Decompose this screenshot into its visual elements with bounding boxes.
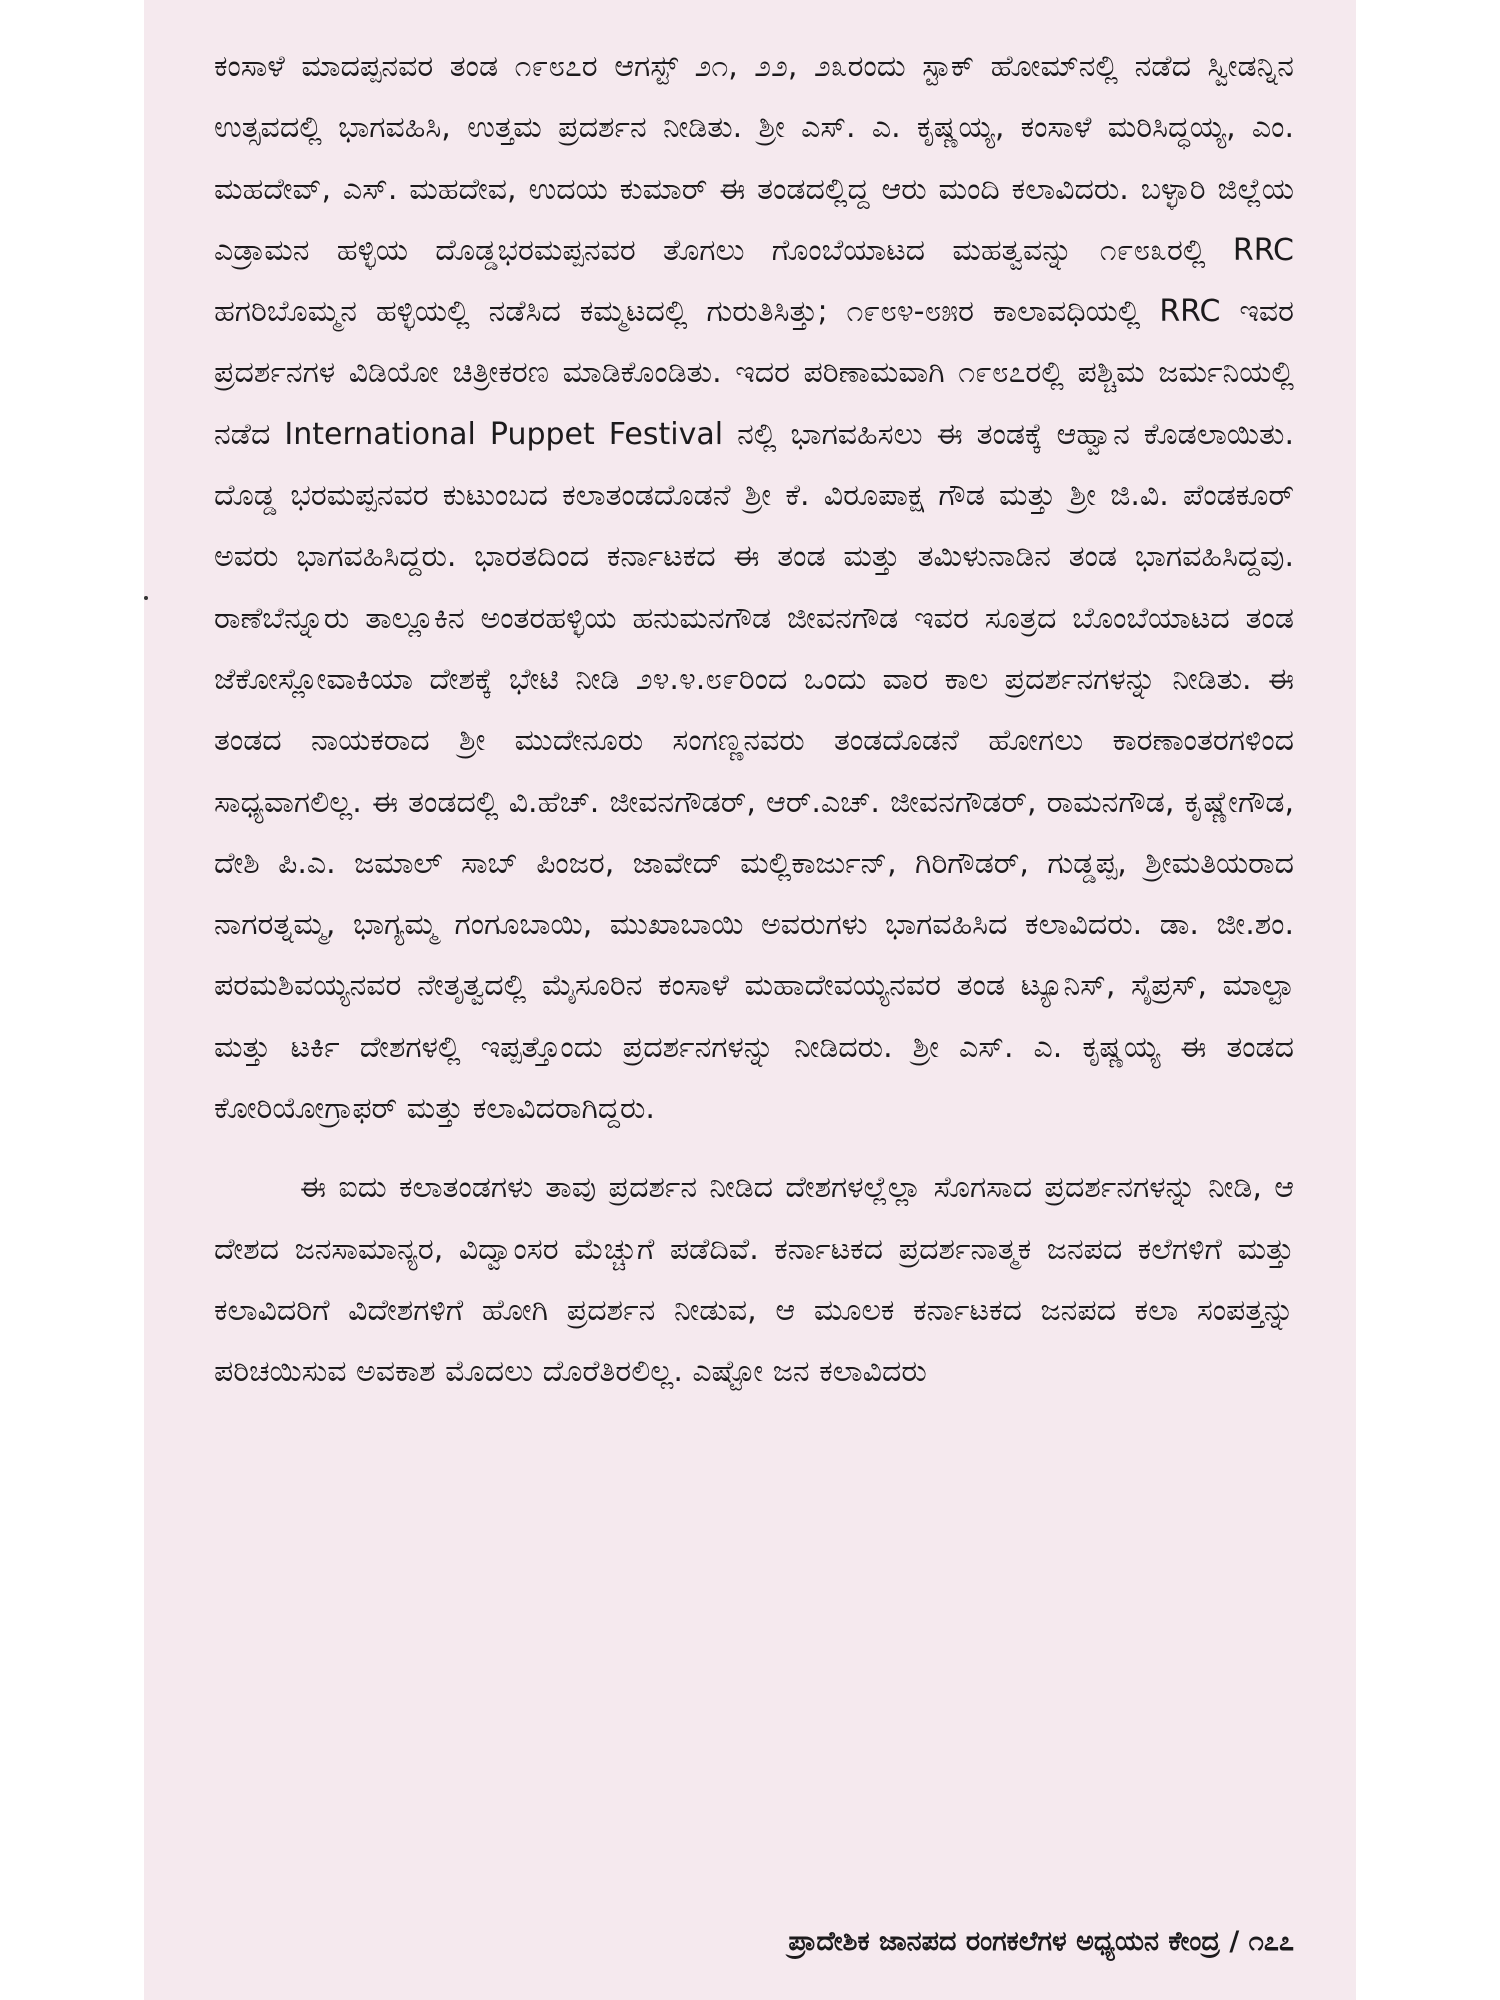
page-footer: ಪ್ರಾದೇಶಿಕ ಜಾನಪದ ರಂಗಕಲೆಗಳ ಅಧ್ಯಯನ ಕೇಂದ್ರ / ೧೭೭: [788, 1926, 1294, 1957]
print-speck: [144, 596, 148, 600]
paragraph-1: ಕಂಸಾಳೆ ಮಾದಪ್ಪನವರ ತಂಡ ೧೯೮೭ರ ಆಗಸ್ಟ್ ೨೧, ೨೨, ೨೩ರಂದು ಸ್ಟಾಕ್ ಹೋಮ್‌ನಲ್ಲಿ ನಡೆದ ಸ್ವೀಡನ್ನಿನ ಉತ್ಸವದಲ್ಲಿ ಭಾಗವಹಿಸಿ, ಉತ್ತಮ ಪ್ರದರ್ಶನ ನೀಡಿತು. ಶ್ರೀ ಎಸ್. ಎ. ಕೃಷ್ಣಯ್ಯ, ಕಂಸಾಳೆ ಮರಿಸಿದ್ಧಯ್ಯ, ಎಂ. ಮಹದೇವ್, ಎಸ್. ಮಹದೇವ, ಉದಯ ಕುಮಾರ್ ಈ ತಂಡದಲ್ಲಿದ್ದ ಆರು ಮಂದಿ ಕಲಾವಿದರು. ಬಳ್ಳಾರಿ ಜಿಲ್ಲೆಯ ಎಡ್ರಾಮನ ಹಳ್ಳಿಯ ದೊಡ್ಡಭರಮಪ್ಪನವರ ತೊಗಲು ಗೊಂಬೆಯಾಟದ ಮಹತ್ವವನ್ನು ೧೯೮೩ರಲ್ಲಿ RRC ಹಗರಿಬೊಮ್ಮನ ಹಳ್ಳಿಯಲ್ಲಿ ನಡೆಸಿದ ಕಮ್ಮಟದಲ್ಲಿ ಗುರುತಿಸಿತ್ತು; ೧೯೮೪-೮೫ರ ಕಾಲಾವಧಿಯಲ್ಲಿ RRC ಇವರ ಪ್ರದರ್ಶನಗಳ ವಿಡಿಯೋ ಚಿತ್ರೀಕರಣ ಮಾಡಿಕೊಂಡಿತು. ಇದರ ಪರಿಣಾಮವಾಗಿ ೧೯೮೭ರಲ್ಲಿ ಪಶ್ಚಿಮ ಜರ್ಮನಿಯಲ್ಲಿ ನಡೆದ International Puppet Festival ನಲ್ಲಿ ಭಾಗವಹಿಸಲು ಈ ತಂಡಕ್ಕೆ ಆಹ್ವಾನ ಕೊಡಲಾಯಿತು. ದೊಡ್ಡ ಭರಮಪ್ಪನವರ ಕುಟುಂಬದ ಕಲಾತಂಡದೊಡನೆ ಶ್ರೀ ಕೆ. ವಿರೂಪಾಕ್ಷ ಗೌಡ ಮತ್ತು ಶ್ರೀ ಜಿ.ವಿ. ಪೆಂಡಕೂರ್ ಅವರು ಭಾಗವಹಿಸಿದ್ದರು. ಭಾರತದಿಂದ ಕರ್ನಾಟಕದ ಈ ತಂಡ ಮತ್ತು ತಮಿಳುನಾಡಿನ ತಂಡ ಭಾಗವಹಿಸಿದ್ದವು. ರಾಣೆಬೆನ್ನೂರು ತಾಲ್ಲೂಕಿನ ಅಂತರಹಳ್ಳಿಯ ಹನುಮನಗೌಡ ಜೀವನಗೌಡ ಇವರ ಸೂತ್ರದ ಬೊಂಬೆಯಾಟದ ತಂಡ ಜೆಕೋಸ್ಲೋವಾಕಿಯಾ ದೇಶಕ್ಕೆ ಭೇಟಿ ನೀಡಿ ೨೪.೪.೮೯ರಿಂದ ಒಂದು ವಾರ ಕಾಲ ಪ್ರದರ್ಶನಗಳನ್ನು ನೀಡಿತು. ಈ ತಂಡದ ನಾಯಕರಾದ ಶ್ರೀ ಮುದೇನೂರು ಸಂಗಣ್ಣನವರು ತಂಡದೊಡನೆ ಹೋಗಲು ಕಾರಣಾಂತರಗಳಿಂದ ಸಾಧ್ಯವಾಗಲಿಲ್ಲ. ಈ ತಂಡದಲ್ಲಿ ವಿ.ಹೆಚ್. ಜೀವನಗೌಡರ್, ಆರ್.ಎಚ್. ಜೀವನಗೌಡರ್, ರಾಮನಗೌಡ, ಕೃಷ್ಣೇಗೌಡ, ದೇಶಿ ಪಿ.ಎ. ಜಮಾಲ್ ಸಾಬ್ ಪಿಂಜರ, ಜಾವೇದ್ ಮಲ್ಲಿಕಾರ್ಜುನ್, ಗಿರಿಗೌಡರ್, ಗುಡ್ಡಪ್ಪ, ಶ್ರೀಮತಿಯರಾದ ನಾಗರತ್ನಮ್ಮ, ಭಾಗ್ಯಮ್ಮ ಗಂಗೂಬಾಯಿ, ಮುಖಾಬಾಯಿ ಅವರುಗಳು ಭಾಗವಹಿಸಿದ ಕಲಾವಿದರು. ಡಾ. ಜೀ.ಶಂ. ಪರಮಶಿವಯ್ಯನವರ ನೇತೃತ್ವದಲ್ಲಿ ಮೈಸೂರಿನ ಕಂಸಾಳೆ ಮಹಾದೇವಯ್ಯನವರ ತಂಡ ಟ್ಯೂನಿಸ್, ಸೈಪ್ರಸ್, ಮಾಲ್ಟಾ ಮತ್ತು ಟರ್ಕಿ ದೇಶಗಳಲ್ಲಿ ಇಪ್ಪತ್ತೊಂದು ಪ್ರದರ್ಶನಗಳನ್ನು ನೀಡಿದರು. ಶ್ರೀ ಎಸ್. ಎ. ಕೃಷ್ಣಯ್ಯ ಈ ತಂಡದ ಕೋರಿಯೋಗ್ರಾಫರ್ ಮತ್ತು ಕಲಾವಿದರಾಗಿದ್ದರು.: [214, 49, 1294, 1127]
book-page: [144, 0, 1356, 2000]
paragraph-2: ಈ ಐದು ಕಲಾತಂಡಗಳು ತಾವು ಪ್ರದರ್ಶನ ನೀಡಿದ ದೇಶಗಳಲ್ಲೆಲ್ಲಾ ಸೊಗಸಾದ ಪ್ರದರ್ಶನಗಳನ್ನು ನೀಡಿ, ಆ ದೇಶದ ಜನಸಾಮಾನ್ಯರ, ವಿದ್ವಾಂಸರ ಮೆಚ್ಚುಗೆ ಪಡೆದಿವೆ. ಕರ್ನಾಟಕದ ಪ್ರದರ್ಶನಾತ್ಮಕ ಜನಪದ ಕಲೆಗಳಿಗೆ ಮತ್ತು ಕಲಾವಿದರಿಗೆ ವಿದೇಶಗಳಿಗೆ ಹೋಗಿ ಪ್ರದರ್ಶನ ನೀಡುವ, ಆ ಮೂಲಕ ಕರ್ನಾಟಕದ ಜನಪದ ಕಲಾ ಸಂಪತ್ತನ್ನು ಪರಿಚಯಿಸುವ ಅವಕಾಶ ಮೊದಲು ದೊರೆತಿರಲಿಲ್ಲ. ಎಷ್ಟೋ ಜನ ಕಲಾವಿದರು: [214, 1170, 1294, 1390]
